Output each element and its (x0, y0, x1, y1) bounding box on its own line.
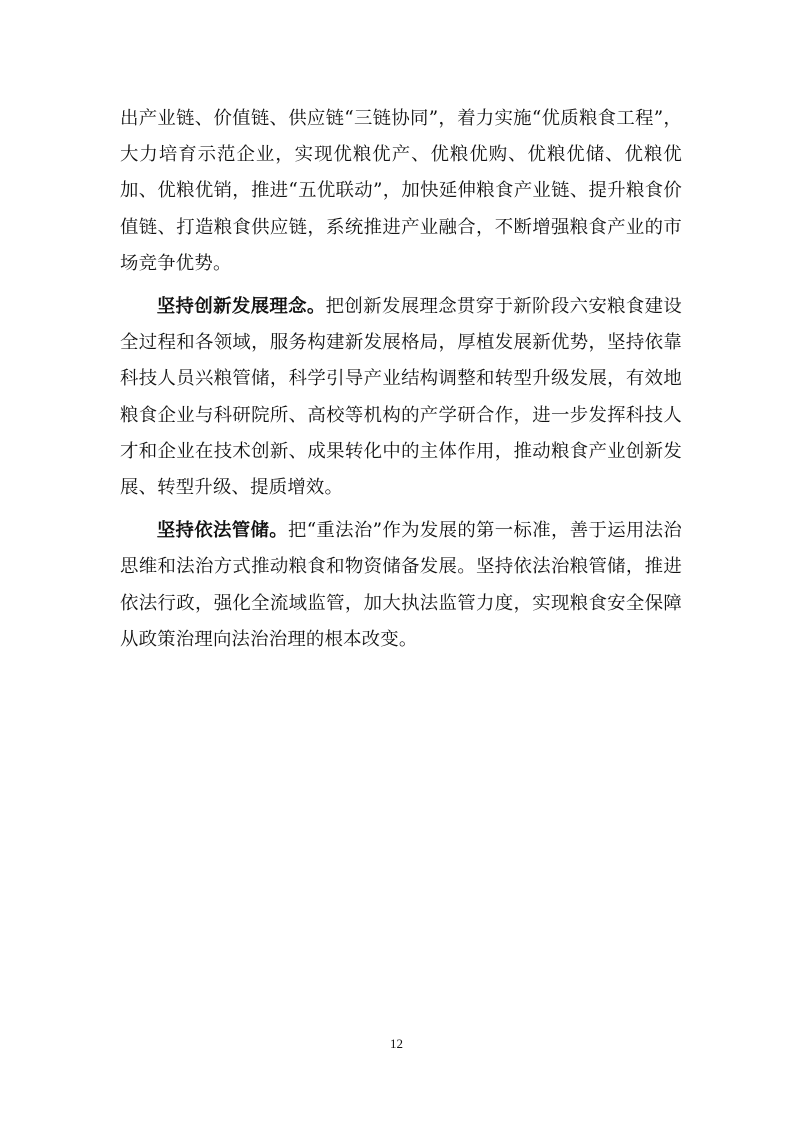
page-number: 12 (390, 1036, 403, 1051)
body-text (120, 101, 682, 665)
paragraph-text: 把创新发展理念贯穿于新阶段六安粮食建设全过程和各领域，服务构建新发展格局，厚植发展新优势，坚持依靠科技人员兴粮管储，科学引导产业结构调整和转型升级发展，有效地粮食企业与科研院所、高校等机构的产学研合作，进一步发挥科技人才和企业在技术创新、成果转化中的主体作用，推动粮食产业创新发展、转型升级、提质增效。 (120, 296, 682, 499)
paragraph-lead-heading: 坚持创新发展理念。 (156, 296, 326, 318)
paragraph-text: 出产业链、价值链、供应链“三链协同”，着力实施“优质粮食工程”，大力培育示范企业，实现优粮优产、优粮优购、优粮优储、优粮优加、优粮优销，推进“五优联动”，加快延伸粮食产业链、提升粮食价值链、打造粮食供应链，系统推进产业融合，不断增强粮食产业的市场竞争优势。 (120, 108, 682, 274)
paragraph-lead-heading: 坚持依法管储。 (156, 520, 288, 542)
paragraph-innovation (120, 289, 682, 506)
paragraph-text: 把“重法治”作为发展的第一标准，善于运用法治思维和法治方式推动粮食和物资储备发展。坚持依法治粮管储，推进依法行政，强化全流域监管，加大执法监管力度，实现粮食安全保障从政策治理向法治治理的根本改变。 (120, 520, 682, 650)
paragraph-rule-of-law (120, 513, 682, 658)
paragraph-continuation (120, 101, 682, 282)
